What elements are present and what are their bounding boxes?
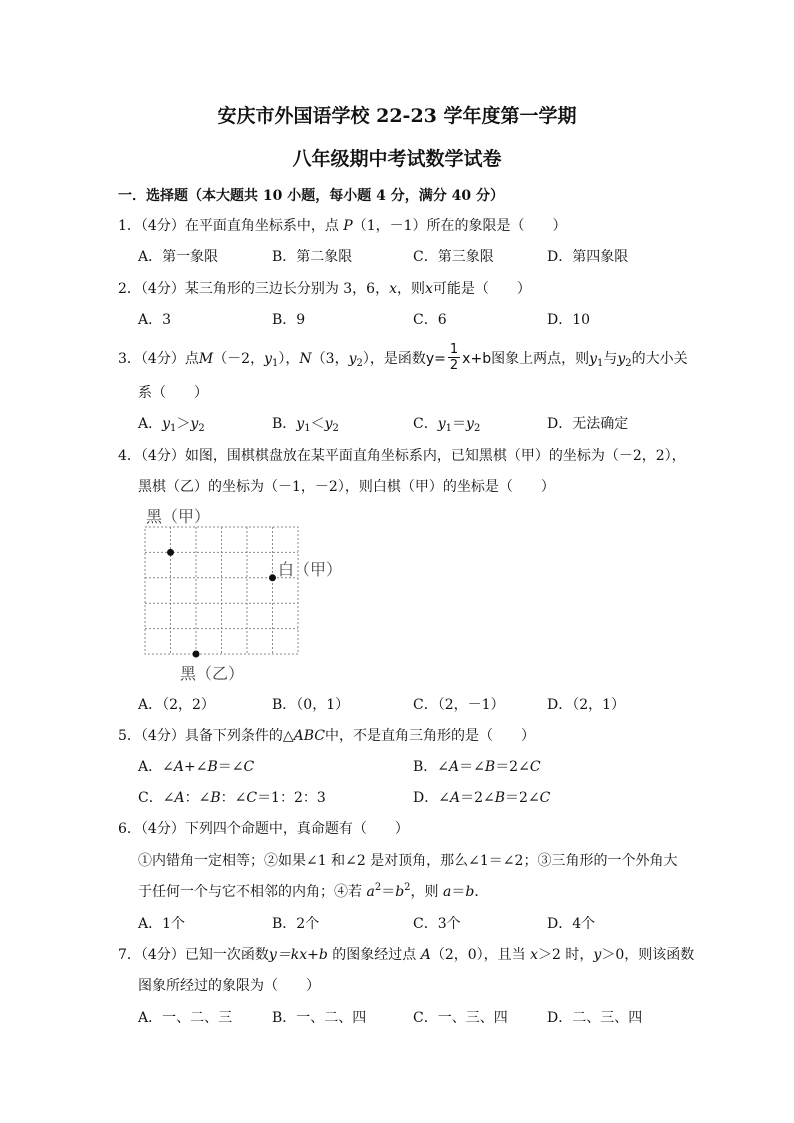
- question-1-stem: 1．（4分）在平面直角坐标系中，点 P（1，－1）所在的象限是（ ）: [118, 218, 567, 234]
- label-white-a: 白（甲）: [278, 560, 343, 579]
- question-6-stem: 6．（4分）下列四个命题中，真命题有（ ）: [118, 821, 409, 837]
- q5-option-d[interactable]: D．∠A＝2∠B＝2∠C: [413, 790, 551, 806]
- q3-option-b[interactable]: B．$y_1<y_2$: [272, 416, 339, 434]
- q2-option-a[interactable]: A．3: [138, 312, 172, 328]
- go-board-figure: [130, 505, 360, 685]
- question-4-stem-line2: 黑棋（乙）的坐标为（－1，－2），则白棋（甲）的坐标是（ ）: [138, 479, 555, 495]
- question-3-stem-line2: 系（ ）: [138, 385, 208, 401]
- question-7-stem-line2: 图象所经过的象限为（ ）: [138, 978, 320, 994]
- q1-option-b[interactable]: B．第二象限: [272, 249, 353, 265]
- q5-option-c[interactable]: C．∠A：∠B：∠C＝1：2：3: [138, 790, 326, 806]
- q7-option-d[interactable]: D．二、三、四: [547, 1010, 643, 1026]
- q1-option-c[interactable]: C．第三象限: [413, 249, 494, 265]
- q6-option-b[interactable]: B．2个: [272, 916, 320, 932]
- label-black-a: 黑（甲）: [146, 507, 211, 526]
- question-2-stem: 2．（4分）某三角形的三边长分别为 3，6，x，则x可能是（ ）: [118, 281, 531, 297]
- board-grid: [145, 527, 298, 654]
- q6-option-a[interactable]: A．1个: [138, 916, 186, 932]
- q7-option-a[interactable]: A．一、二、三: [138, 1010, 233, 1026]
- question-7-stem: 7．（4分）已知一次函数y＝kx+b 的图象经过点 A（2，0），且当 x＞2 时，y＞0，则该函数: [118, 947, 695, 963]
- q7-option-c[interactable]: C．一、三、四: [413, 1010, 508, 1026]
- q4-option-d[interactable]: D．（2，1）: [547, 697, 626, 713]
- q6-option-c[interactable]: C．3个: [413, 916, 461, 932]
- q3-option-a[interactable]: A．$y_1>y_2$: [138, 416, 205, 434]
- q7-option-b[interactable]: B．一、二、四: [272, 1010, 367, 1026]
- q6-option-d[interactable]: D．4个: [547, 916, 596, 932]
- white-stone-a: [269, 574, 276, 581]
- q2-option-b[interactable]: B．9: [272, 312, 306, 328]
- question-5-stem: 5．（4分）具备下列条件的△ABC中，不是直角三角形的是（ ）: [118, 728, 535, 744]
- q2-option-d[interactable]: D．10: [547, 312, 591, 328]
- q2-option-c[interactable]: C．6: [413, 312, 447, 328]
- q1-option-a[interactable]: A．第一象限: [138, 249, 219, 265]
- exam-paper-title: 八年级期中考试数学试卷: [292, 148, 502, 170]
- question-3-stem: 3．（4分）点M（－2，$y_1$），N（3，$y_2$），是函数y= $\frac{1}{2}$ x+b图象上两点，则$y_1$与$y_2$的大小关: [118, 341, 688, 373]
- question-6-propositions-line2: 于任何一个与它不相邻的内角；④若 $a^2=b^2$，则 a＝b．: [138, 882, 489, 900]
- q5-option-a[interactable]: A．∠A+∠B＝∠C: [138, 759, 255, 775]
- question-6-propositions-line1: ①内错角一定相等；②如果∠1 和∠2 是对顶角，那么∠1＝∠2；③三角形的一个外角大: [138, 853, 678, 869]
- q3-option-d[interactable]: D．无法确定: [547, 416, 629, 432]
- section-heading: 一．选择题（本大题共 10 小题，每小题 4 分，满分 40 分）: [118, 188, 504, 204]
- q4-option-a[interactable]: A．（2，2）: [138, 697, 215, 713]
- q3-option-c[interactable]: C．$y_1=y_2$: [413, 416, 481, 434]
- q4-option-b[interactable]: B．（0，1）: [272, 697, 350, 713]
- q5-option-b[interactable]: B．∠A＝∠B＝2∠C: [413, 759, 541, 775]
- black-stone-a: [167, 549, 174, 556]
- question-4-stem: 4．（4分）如图，围棋棋盘放在某平面直角坐标系内，已知黑棋（甲）的坐标为（－2，2），: [118, 448, 686, 464]
- fraction-one-half: $\frac{1}{2}$: [449, 341, 459, 373]
- exam-school-title: 安庆市外国语学校 22-23 学年度第一学期: [217, 105, 577, 127]
- black-stone-b: [193, 651, 200, 658]
- board-border: [145, 527, 298, 654]
- q4-option-c[interactable]: C．（2，－1）: [413, 697, 505, 713]
- label-black-b: 黑（乙）: [180, 664, 245, 683]
- q1-option-d[interactable]: D．第四象限: [547, 249, 629, 265]
